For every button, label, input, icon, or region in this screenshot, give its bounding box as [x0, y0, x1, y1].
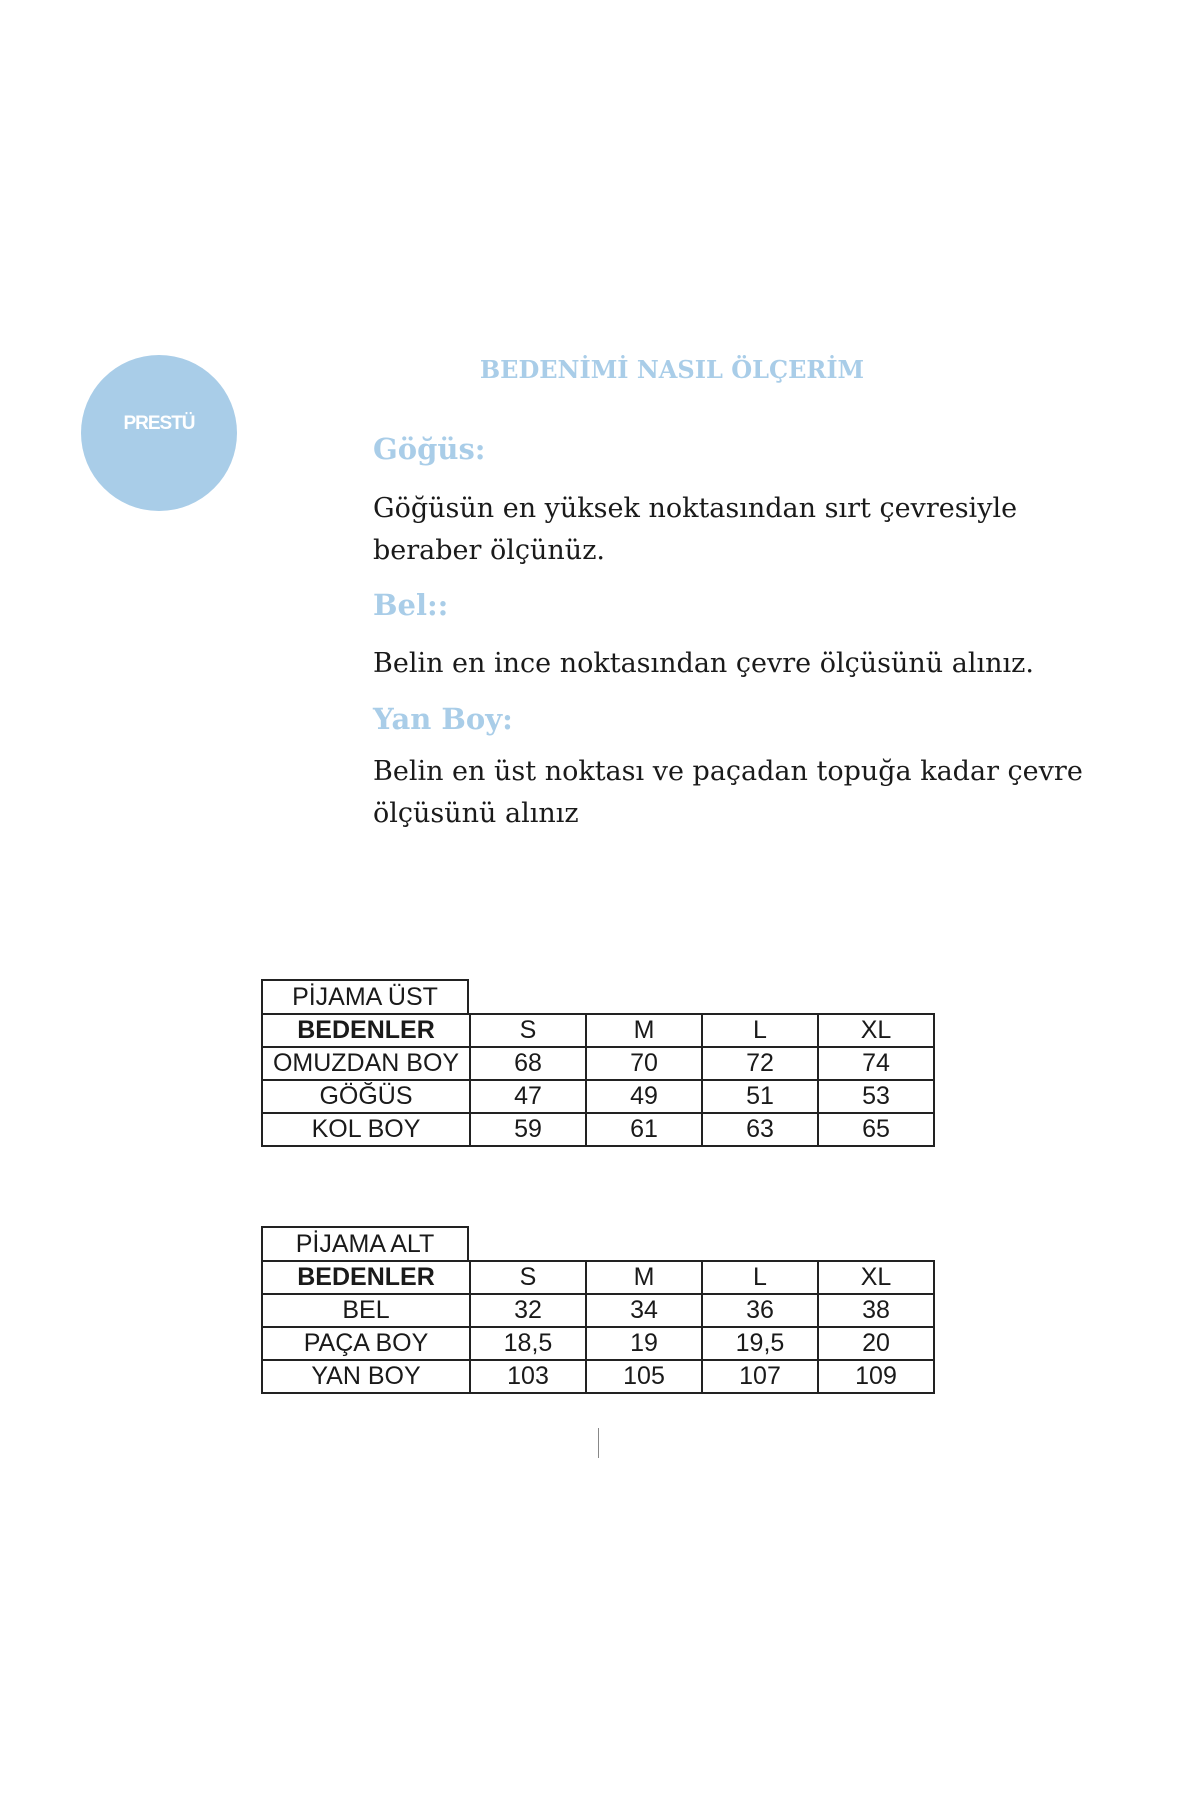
table-cell: 109	[818, 1360, 934, 1393]
table-row	[262, 1294, 934, 1327]
text-cursor	[598, 1428, 599, 1458]
table-caption: PİJAMA ALT	[261, 1226, 469, 1260]
table-cell: 47	[470, 1080, 586, 1113]
table-cell: 107	[702, 1360, 818, 1393]
table-header-cell: S	[470, 1261, 586, 1294]
size-table-lower	[261, 1226, 935, 1394]
table-row	[262, 1327, 934, 1360]
table-cell: 49	[586, 1080, 702, 1113]
table-cell: 38	[818, 1294, 934, 1327]
table-header-cell: BEDENLER	[262, 1014, 470, 1047]
table-cell: 68	[470, 1047, 586, 1080]
table-header-row	[262, 1014, 934, 1047]
table-header-cell: M	[586, 1014, 702, 1047]
table-cell: 18,5	[470, 1327, 586, 1360]
table-cell: 59	[470, 1113, 586, 1146]
table-cell: 70	[586, 1047, 702, 1080]
size-grid	[261, 1013, 935, 1147]
heading-bel: Bel::	[373, 588, 449, 622]
table-row-label: KOL BOY	[262, 1113, 470, 1146]
table-cell: 34	[586, 1294, 702, 1327]
table-cell: 32	[470, 1294, 586, 1327]
text-gogus: Göğüsün en yüksek noktasından sırt çevresiyle beraber ölçünüz.	[373, 493, 1018, 566]
page-title: BEDENİMİ NASIL ÖLÇERİM	[479, 355, 865, 384]
table-header-row	[262, 1261, 934, 1294]
table-cell: 36	[702, 1294, 818, 1327]
table-row	[262, 1047, 934, 1080]
brand-logo-text: PRESTÜ	[123, 413, 195, 434]
table-row-label: OMUZDAN BOY	[262, 1047, 470, 1080]
table-row-label: PAÇA BOY	[262, 1327, 470, 1360]
size-table-upper	[261, 979, 935, 1147]
table-header-cell: M	[586, 1261, 702, 1294]
table-cell: 74	[818, 1047, 934, 1080]
table-cell: 105	[586, 1360, 702, 1393]
heading-gogus: Göğüs:	[373, 432, 486, 466]
table-row	[262, 1080, 934, 1113]
table-cell: 19,5	[702, 1327, 818, 1360]
text-yan-boy: Belin en üst noktası ve paçadan topuğa kadar çevre ölçüsünü alınız	[373, 756, 1083, 829]
table-row	[262, 1360, 934, 1393]
brand-logo	[81, 355, 237, 511]
table-cell: 61	[586, 1113, 702, 1146]
table-row-label: YAN BOY	[262, 1360, 470, 1393]
table-cell: 65	[818, 1113, 934, 1146]
table-caption: PİJAMA ÜST	[261, 979, 469, 1013]
table-cell: 103	[470, 1360, 586, 1393]
table-header-cell: S	[470, 1014, 586, 1047]
size-grid	[261, 1260, 935, 1394]
text-bel: Belin en ince noktasından çevre ölçüsünü alınız.	[373, 648, 1034, 679]
table-row	[262, 1113, 934, 1146]
table-header-cell: L	[702, 1014, 818, 1047]
table-cell: 51	[702, 1080, 818, 1113]
table-cell: 19	[586, 1327, 702, 1360]
table-cell: 63	[702, 1113, 818, 1146]
table-row-label: GÖĞÜS	[262, 1080, 470, 1113]
table-header-cell: BEDENLER	[262, 1261, 470, 1294]
table-cell: 72	[702, 1047, 818, 1080]
table-row-label: BEL	[262, 1294, 470, 1327]
table-header-cell: XL	[818, 1014, 934, 1047]
table-cell: 53	[818, 1080, 934, 1113]
table-header-cell: XL	[818, 1261, 934, 1294]
table-cell: 20	[818, 1327, 934, 1360]
heading-yan-boy: Yan Boy:	[373, 702, 513, 736]
table-header-cell: L	[702, 1261, 818, 1294]
